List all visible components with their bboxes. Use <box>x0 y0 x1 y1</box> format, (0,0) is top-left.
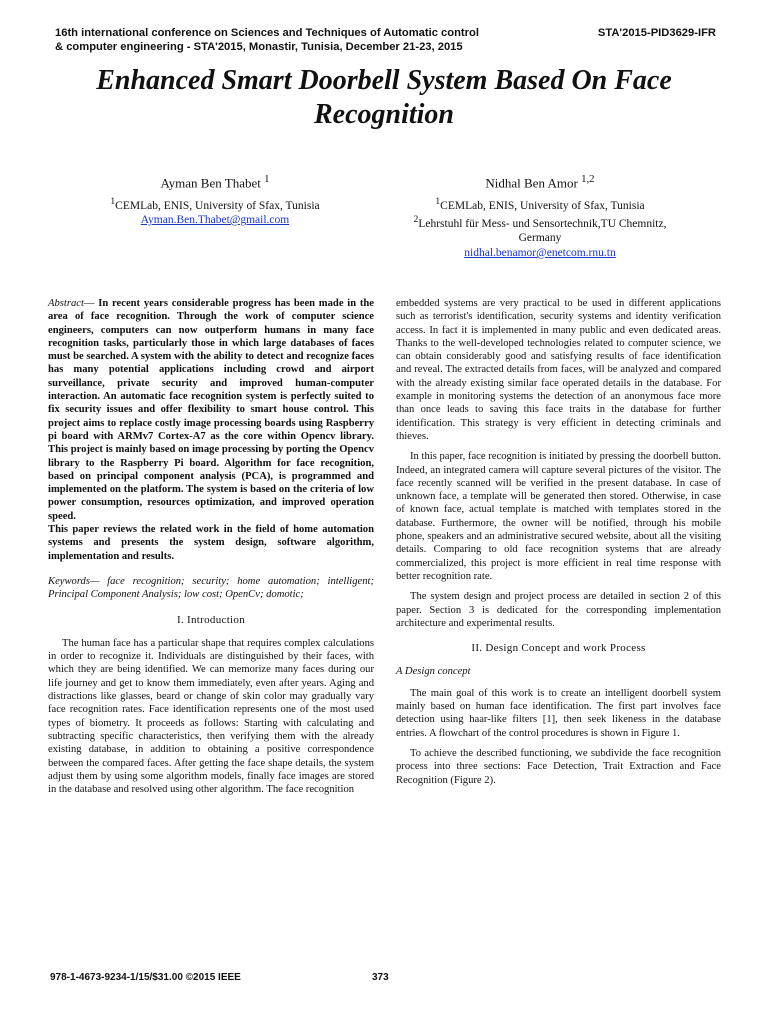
paper-id: STA'2015-PID3629-IFR <box>597 27 716 39</box>
author-name-1: Ayman Ben Thabet $^1$ <box>160 173 270 191</box>
title-line-1: Enhanced Smart Doorbell System Based On Face <box>96 65 672 96</box>
author-email-2[interactable]: nidhal.benamor@enetcom.rnu.tn <box>464 246 616 259</box>
section-heading-design: II. Design Concept and work Process <box>471 642 646 655</box>
conference-line-1: 16th international conference on Sciences and Techniques of Automatic control <box>55 27 479 39</box>
intro-paragraph-1: The human face has a particular shape that requires complex calculations in order to recognize it. Individuals are distinguished by their faces, with which they are being identified. We can memorize many faces during our life journey and get to know them immediately, even after years. Aging and distractions like glasses, beard or change of skin color may gradually vary face recognition rates. Face identification represents one of the most used types of biometry. It proceeds as follows: Starting with calculating and subtracting specific characteristics, then verifying them with the already existing database, in addition to obtaining a positive correspondence between the compared faces. After getting the face shape details, the system adjust them by using some algorithm models, finally face images are stored in the database and resolved using other algorithm. The face recognition <box>48 637 374 796</box>
footer-isbn: 978-1-4673-9234-1/15/$31.00 ©2015 IEEE <box>50 972 241 983</box>
author-affiliation-1: $^1$CEMLab, ENIS, University of Sfax, Tunisia <box>110 195 320 212</box>
subsection-heading-design-concept: A Design concept <box>396 666 471 678</box>
intro-paragraph-2: In this paper, face recognition is initiated by pressing the doorbell button. Indeed, an integrated camera will capture several pictures of the visitor. The face recently scanned will be verified in the present database. In case of unknown face, a template will be generated then stored. Otherwise, in case of known face, actual template is matched with templates stored in the database. Furthermore, the owner will be notified, through his mobile phone, speakers and an administrative secured website, about all the visiting details. Comparing to old face recognition systems that are already commercialized, this project is more efficient in real time response with better recognition rate. <box>396 451 721 582</box>
author-email-1[interactable]: Ayman.Ben.Thabet@gmail.com <box>140 214 290 227</box>
abstract-paragraph-2: This paper reviews the related work in the field of home automation systems and presents the system design, software algorithm, implementation and results. <box>48 524 374 562</box>
intro-paragraph-1-continued: embedded systems are very practical to be used in different applications such as terrorist's identification, security systems and identity verification access. In fact it is implemented in many public and even dedicated areas. Thanks to the well-developed technologies related to computer science, we can obtain considerably good and satisfying results of face identification and reveal. The extracted details from faces, will be analyzed and compared with the already existing similar face operated details in the database. For example in monitoring systems the detection of an anonymous face more than once leads to saving this face traits in the database for further identification. This strategy is very efficient in detecting criminals and thieves. <box>396 298 721 442</box>
abstract-paragraph: Abstract— In recent years considerable progress has been made in the area of face recognition. Through the work of computer science engineers, computers can now outperform humans in many face recognition tasks, particularly those in which large databases of faces must be searched. A system with the ability to detect and recognize faces has many potential applications including crowd and airport surveillance, private security and improved human-computer interaction. An automatic face recognition system is perfectly suited to fix security issues and offer flexibility to smart house control. This project aims to replace costly image processing boards using Raspberry pi board with ARMv7 Cortex-A7 as the core within Opencv library. This project is mainly based on image processing by porting the Opencv library to the Raspberry Pi board. Algorithm for face recognition, based on principal component analysis (PCA), is programmed and implemented on the platform. The system is based on the criteria of low power consumption, resources optimization, and improved operation speed. <box>48 298 374 522</box>
author-affiliation-2b: $^2$Lehrstuhl für Mess- und Sensortechnik,TU Chemnitz, <box>413 214 667 230</box>
right-column <box>396 297 721 787</box>
design-paragraph-2: To achieve the described functioning, we subdivide the face recognition process into three sections: Face Detection, Trait Extraction and Face Recognition (Figure 2). <box>396 747 721 786</box>
design-paragraph-1: The main goal of this work is to create an intelligent doorbell system mainly based on human face identification. The first part involves face detection using haar-like filters [1], then seek likeness in the database entries. A flowchart of the control procedures is shown in Figure 1. <box>396 687 721 739</box>
left-column <box>48 297 374 796</box>
intro-paragraph-3: The system design and project process are detailed in section 2 of this paper. Section 3 is dedicated for the corresponding implementation architecture and experimental results. <box>396 591 721 629</box>
author-affiliation-2c: Germany <box>518 232 562 245</box>
conference-header <box>55 26 535 54</box>
abstract-label: Abstract <box>48 298 84 309</box>
section-heading-introduction: I. Introduction <box>176 613 246 626</box>
keywords-label: Keywords <box>48 575 90 587</box>
paper-title <box>40 64 728 132</box>
page-number: 373 <box>372 972 389 983</box>
title-line-2: Recognition <box>313 99 454 130</box>
conference-line-2: & computer engineering - STA'2015, Monastir, Tunisia, December 21-23, 2015 <box>55 41 463 53</box>
keywords-text: — face recognition; security; home automation; intelligent; Principal Component Analysis; low cost; OpenCv; domotic; <box>48 575 374 601</box>
author-block-1 <box>80 172 350 228</box>
abstract-text: In recent years considerable progress has been made in the area of face recognition. Through the work of computer science engineers, computers can now outperform humans in many face recognition tasks, particularly those in which large databases of faces must be searched. A system with the ability to detect and recognize faces has many potential applications including crowd and airport surveillance, private security and improved human-computer interaction. An automatic face recognition system is perfectly suited to fix security issues and offer flexibility to smart house control. This project aims to replace costly image processing boards using Raspberry pi board with ARMv7 Cortex-A7 as the core within Opencv library. This project is mainly based on image processing by porting the Opencv library to the Raspberry Pi board. Algorithm for face recognition, based on principal component analysis (PCA), is programmed and implemented on the platform. The system is based on the criteria of low power consumption, resources optimization, and improved operation speed. <box>48 298 374 522</box>
keywords <box>48 575 374 602</box>
author-affiliation-2a: $^1$CEMLab, ENIS, University of Sfax, Tunisia <box>435 195 645 212</box>
author-block-2 <box>400 172 680 260</box>
author-name-2: Nidhal Ben Amor $^{1,2}$ <box>485 173 595 191</box>
